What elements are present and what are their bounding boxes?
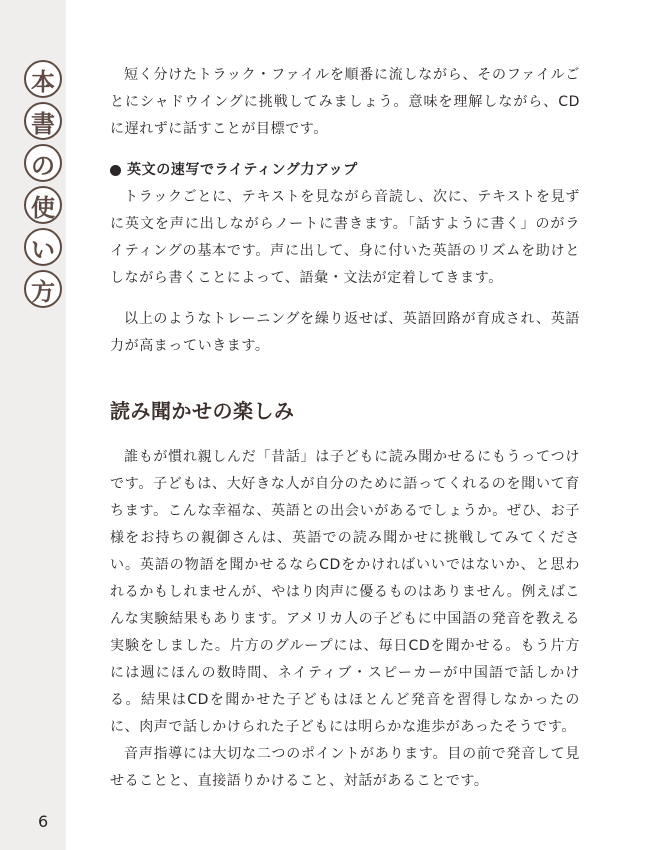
paragraph-shadowing: 短く分けたトラック・ファイルを順番に流しながら、そのファイルごとにシャドウイングに挑戦してみましょう。意味を理解しながら、CDに遅れずに話すことが目標です。 xyxy=(110,67,580,137)
paragraph-voice-guidance: 音声指導には大切な二つのポイントがあります。目の前で発音して見せることと、直接語りかけること、対話があることです。 xyxy=(110,746,580,789)
tab-char-5: い xyxy=(24,228,62,266)
subheading-text: 英文の速写でライティング力アップ xyxy=(127,162,358,178)
tab-char-3: の xyxy=(24,144,62,182)
tab-char-2: 書 xyxy=(24,102,62,140)
paragraph-writing: トラックごとに、テキストを見ながら音読し、次に、テキストを見ずに英文を声に出しながらノートに書きます。「話すように書く」のがライティングの基本です。声に出して、身に付いた英語のリズムを助けとしながら書くことによって、語彙・文法が定着してきます。 xyxy=(110,189,580,286)
tab-char-1: 本 xyxy=(24,60,62,98)
sidebar xyxy=(0,0,66,850)
paragraph-reading-aloud: 誰もが慣れ親しんだ「昔話」は子どもに読み聞かせるにもうってつけです。子どもは、大好きな人が自分のために語ってくれるのを聞いて育ちます。こんな幸福な、英語との出会いがあるでしょうか。ぜひ、お子様をお持ちの親御さんは、英語での読み聞かせに挑戦してみてください。英語の物語を聞かせるならCDをかければいいではないか、と思われるかもしれませんが、やはり肉声に優るものはありません。例えばこんな実験結果もあります。アメリカ人の子どもに中国語の発音を教える実験をしました。片方のグループには、毎日CDを聞かせる。もう片方には週にほんの数時間、ネイティブ・スピーカーが中国語で話しかける。結果はCDを聞かせた子どもはほとんど発音を習得しなかったのに、肉声で話しかけられた子どもには明らかな進歩があったそうです。 xyxy=(110,449,580,735)
section-title: 読み聞かせの楽しみ xyxy=(110,399,295,423)
page-number: 6 xyxy=(38,812,49,831)
tab-char-6: 方 xyxy=(24,270,62,308)
page-content xyxy=(110,62,580,795)
tab-char-4: 使 xyxy=(24,186,62,224)
subheading xyxy=(110,157,580,184)
section-tab xyxy=(24,60,70,312)
bullet-icon xyxy=(110,165,121,176)
paragraph-summary: 以上のようなトレーニングを繰り返せば、英語回路が育成され、英語力が高まっていきます。 xyxy=(110,311,580,354)
